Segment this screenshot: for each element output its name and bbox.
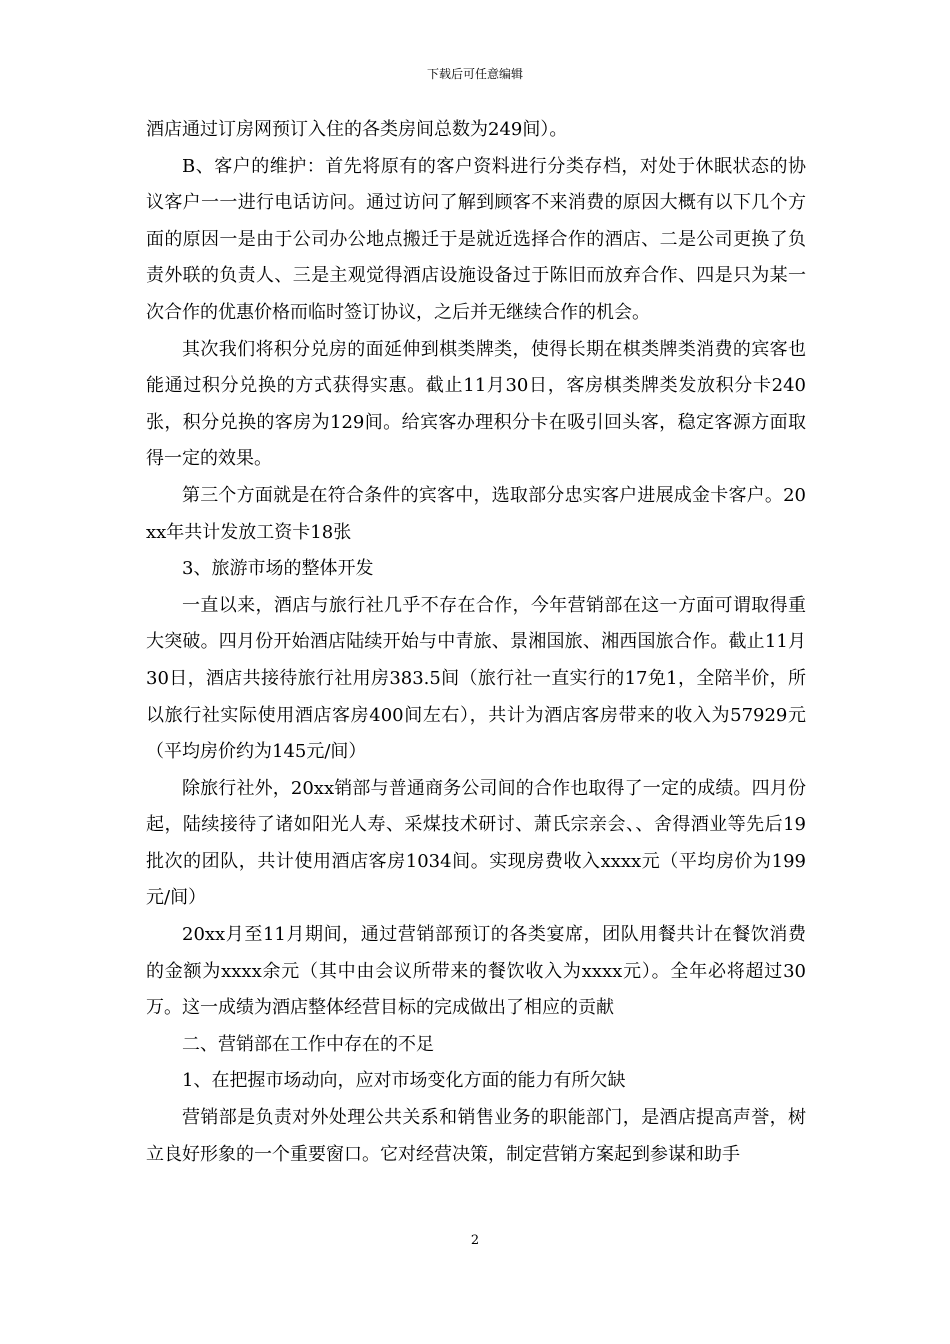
page-header: 下载后可任意编辑: [426, 67, 523, 81]
subsection-heading-market: 1、在把握市场动向，应对市场变化方面的能力有所欠缺: [182, 1070, 626, 1092]
page-number: 2: [470, 1233, 480, 1248]
paragraph-1: 酒店通过订房网预订入住的各类房间总数为249间）。: [146, 119, 568, 140]
paragraph-2: B、客户的维护：首先将原有的客户资料进行分类存档，对处于休眠状态的协议客户一一进行电话访问。通过访问了解到顾客不来消费的原因大概有以下几个方面的原因一是由于公司办公地点搬迁于是就近选择合作的酒店、二是公司更换了负责外联的负责人、三是主观觉得酒店设施设备过于陈旧而放弃合作、四是只为某一次合作的优惠价格而临时签订协议，之后并无继续合作的机会。: [146, 155, 806, 323]
paragraph-4: 第三个方面就是在符合条件的宾客中，选取部分忠实客户进展成金卡客户。20xx年共计发放工资卡18张: [146, 484, 806, 543]
paragraph-11: 营销部是负责对外处理公共关系和销售业务的职能部门，是酒店提高声誉，树立良好形象的一个重要窗口。它对经营决策，制定营销方案起到参谋和助手: [146, 1107, 806, 1165]
section-heading-shortcomings: 二、营销部在工作中存在的不足: [182, 1033, 434, 1055]
paragraph-7: 除旅行社外，20xx销部与普通商务公司间的合作也取得了一定的成绩。四月份起，陆续接待了诸如阳光人寿、采煤技术研讨、萧氏宗亲会、、舍得酒业等先后19批次的团队，共计使用酒店客房1034间。实现房费收入xxxx元（平均房价为199元/间）: [146, 777, 806, 909]
paragraph-3: 其次我们将积分兑房的面延伸到棋类牌类，使得长期在棋类牌类消费的宾客也能通过积分兑换的方式获得实惠。截止11月30日，客房棋类牌类发放积分卡240张，积分兑换的客房为129间。给宾客办理积分卡在吸引回头客，稳定客源方面取得一定的效果。: [146, 338, 806, 470]
section-heading-tourism: 3、旅游市场的整体开发: [182, 558, 374, 580]
paragraph-6: 一直以来，酒店与旅行社几乎不存在合作，今年营销部在这一方面可谓取得重大突破。四月份开始酒店陆续开始与中青旅、景湘国旅、湘西国旅合作。截止11月30日，酒店共接待旅行社用房383.5间（旅行社一直实行的17免1，全陪半价，所以旅行社实际使用酒店客房400间左右），共计为酒店客房带来的收入为57929元（平均房价约为145元/间）: [146, 594, 806, 763]
document-body: [146, 112, 806, 1173]
paragraph-8: 20xx月至11月期间，通过营销部预订的各类宴席，团队用餐共计在餐饮消费的金额为xxxx余元（其中由会议所带来的餐饮收入为xxxx元）。全年必将超过30万。这一成绩为酒店整体经营目标的完成做出了相应的贡献: [146, 924, 806, 1019]
